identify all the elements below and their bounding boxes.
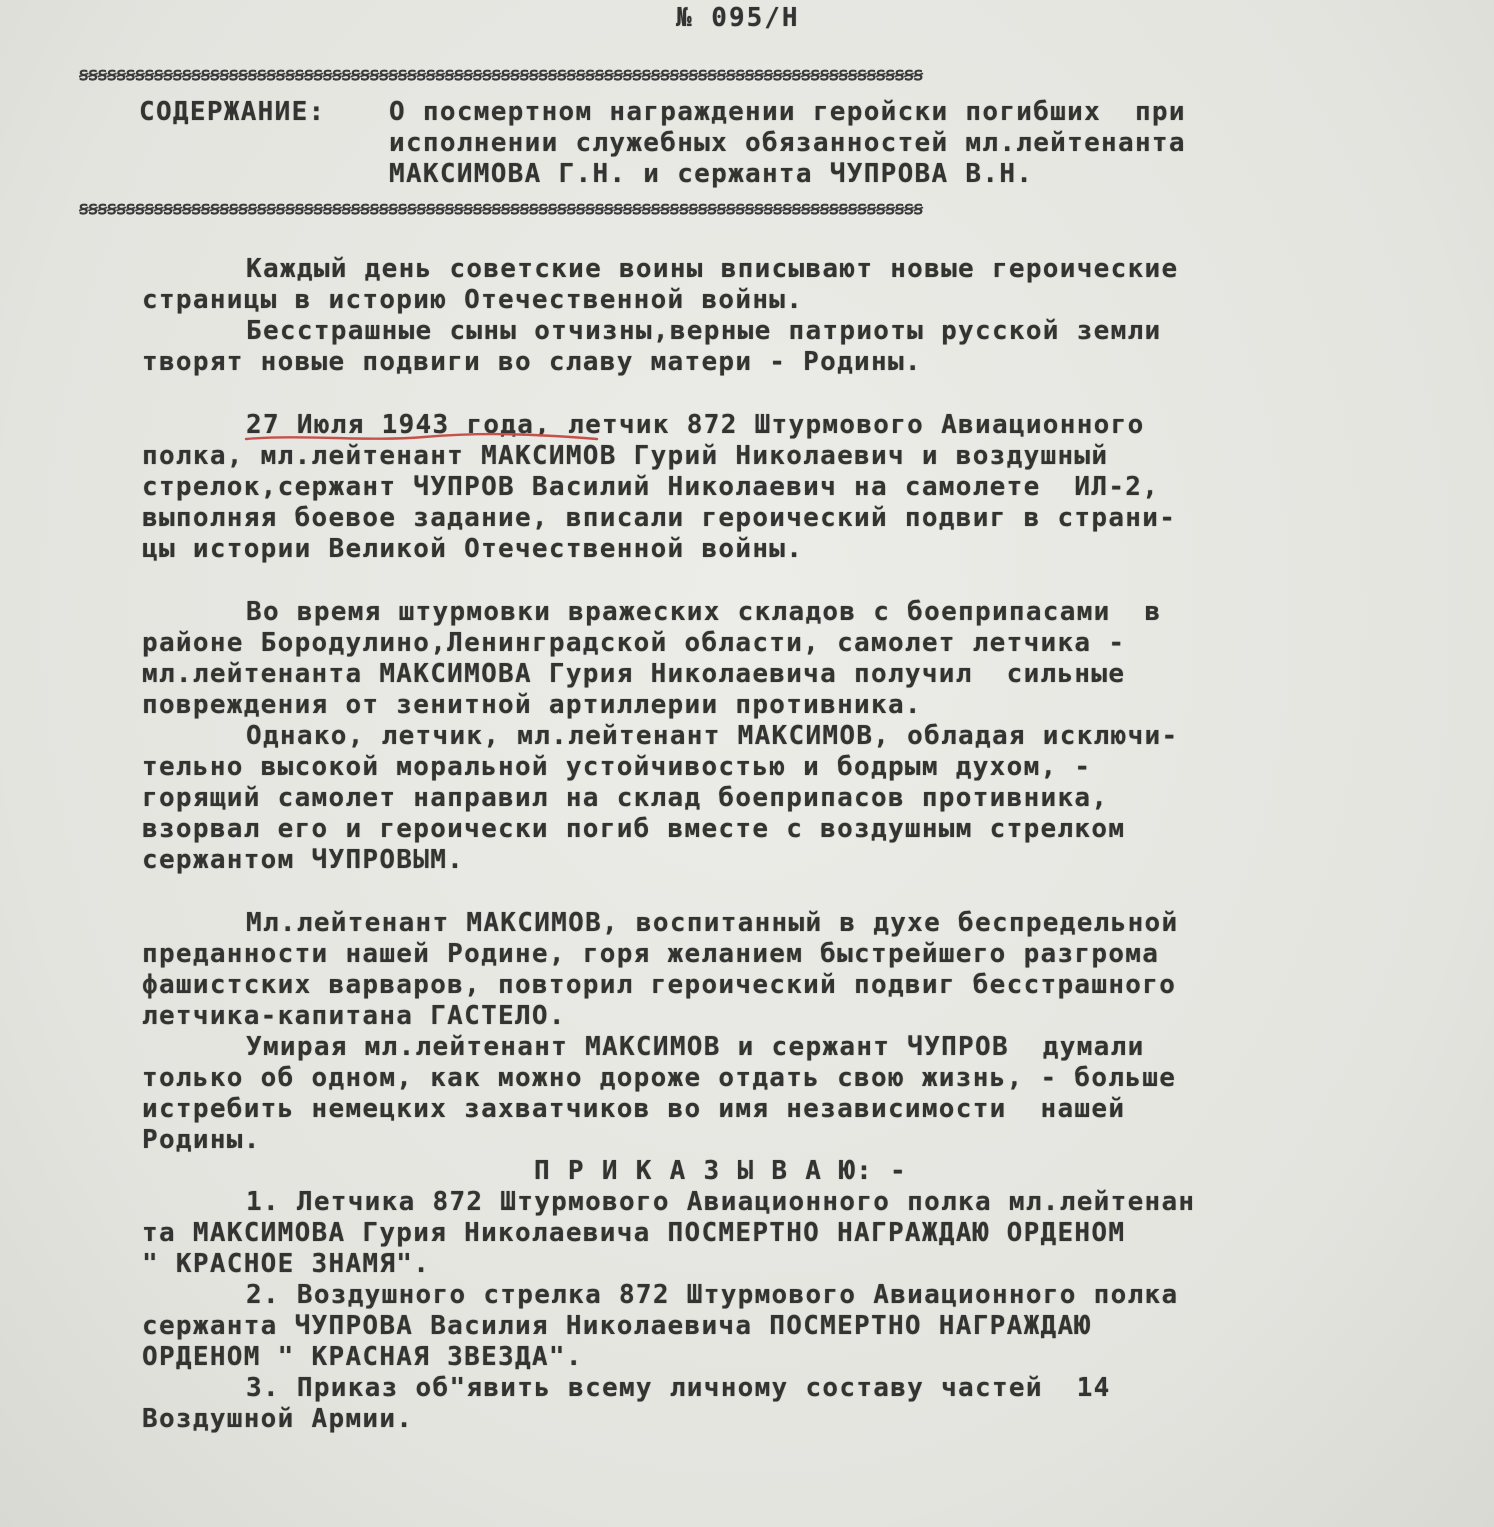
order-item: 3. Приказ об"явить всему личному составу частей 14 (246, 1373, 1111, 1403)
order-item: ОРДЕНОМ " КРАСНАЯ ЗВЕЗДА". (142, 1342, 583, 1372)
body-line: фашистских варваров, повторил героический подвиг бесстрашного (142, 970, 1177, 1000)
header-line-3: МАКСИМОВА Г.Н. и сержанта ЧУПРОВА В.Н. (389, 159, 1034, 189)
body-line: Бесстрашные сыны отчизны,верные патриоты русской земли (246, 316, 1162, 346)
body-line: Умирая мл.лейтенант МАКСИМОВ и сержант ЧУПРОВ думали (246, 1032, 1145, 1062)
body-line: взорвал его и героически погиб вместе с воздушным стрелком (142, 814, 1126, 844)
body-line: Однако, летчик, мл.лейтенант МАКСИМОВ, обладая исключи- (246, 721, 1179, 751)
body-line: полка, мл.лейтенант МАКСИМОВ Гурий Николаевич и воздушный (142, 441, 1109, 471)
body-line: мл.лейтенанта МАКСИМОВА Гурия Николаевича получил сильные (142, 659, 1126, 689)
body-line: летчика-капитана ГАСТЕЛО. (142, 1001, 566, 1031)
body-line: стрелок,сержант ЧУПРОВ Василий Николаевич на самолете ИЛ-2, (142, 472, 1160, 502)
body-line: Родины. (142, 1125, 261, 1155)
body-line: Мл.лейтенант МАКСИМОВ, воспитанный в духе беспредельной (246, 908, 1179, 938)
body-line: горящий самолет направил на склад боеприпасов противника, (142, 783, 1109, 813)
header-label: СОДЕРЖАНИЕ: (139, 97, 326, 127)
body-line: повреждения от зенитной артиллерии противника. (142, 690, 922, 720)
body-line: только об одном, как можно дороже отдать свою жизнь, - больше (142, 1063, 1177, 1093)
body-line: страницы в историю Отечественной войны. (142, 285, 804, 315)
order-item: 1. Летчика 872 Штурмового Авиационного полка мл.лейтенан (246, 1187, 1196, 1217)
order-item: " КРАСНОЕ ЗНАМЯ". (142, 1249, 431, 1279)
order-item: Воздушной Армии. (142, 1404, 414, 1434)
body-line: цы истории Великой Отечественной войны. (142, 534, 804, 564)
header-line-1: О посмертном награждении геройски погибших при (389, 97, 1186, 127)
order-heading: П Р И К А З Ы В А Ю: - (534, 1156, 907, 1186)
order-item: сержанта ЧУПРОВА Василия Николаевича ПОСМЕРТНО НАГРАЖДАЮ (142, 1311, 1092, 1341)
body-line: выполняя боевое задание, вписали героический подвиг в страни- (142, 503, 1177, 533)
document-number: № 095/Н (676, 3, 800, 33)
body-line: тельно высокой моральной устойчивостью и бодрым духом, - (142, 752, 1092, 782)
body-line: истребить немецких захватчиков во имя независимости нашей (142, 1094, 1126, 1124)
separator-top: ꞩꞩꞩꞩꞩꞩꞩꞩꞩꞩꞩꞩꞩꞩꞩꞩꞩꞩꞩꞩꞩꞩꞩꞩꞩꞩꞩꞩꞩꞩꞩꞩꞩꞩꞩꞩꞩꞩꞩꞩꞩꞩꞩꞩꞩꞩꞩꞩꞩꞩꞩꞩꞩꞩꞩꞩꞩꞩꞩꞩꞩꞩꞩꞩꞩꞩꞩꞩꞩꞩꞩꞩꞩꞩꞩꞩꞩꞩꞩꞩꞩꞩꞩꞩꞩꞩꞩꞩꞩꞩ (79, 68, 924, 82)
body-line: преданности нашей Родине, горя желанием быстрейшего разгрома (142, 939, 1160, 969)
header-line-2: исполнении служебных обязанностей мл.лейтенанта (389, 128, 1186, 158)
body-line: сержантом ЧУПРОВЫМ. (142, 845, 465, 875)
body-line: районе Бородулино,Ленинградской области, самолет летчика - (142, 628, 1126, 658)
separator-bottom: ꞩꞩꞩꞩꞩꞩꞩꞩꞩꞩꞩꞩꞩꞩꞩꞩꞩꞩꞩꞩꞩꞩꞩꞩꞩꞩꞩꞩꞩꞩꞩꞩꞩꞩꞩꞩꞩꞩꞩꞩꞩꞩꞩꞩꞩꞩꞩꞩꞩꞩꞩꞩꞩꞩꞩꞩꞩꞩꞩꞩꞩꞩꞩꞩꞩꞩꞩꞩꞩꞩꞩꞩꞩꞩꞩꞩꞩꞩꞩꞩꞩꞩꞩꞩꞩꞩꞩꞩꞩꞩ (79, 202, 924, 216)
order-item: 2. Воздушного стрелка 872 Штурмового Авиационного полка (246, 1280, 1179, 1310)
body-line: Во время штурмовки вражеских складов с боеприпасами в (246, 597, 1162, 627)
body-line: 27 Июля 1943 года, летчик 872 Штурмового Авиационного (246, 410, 1145, 440)
body-line: Каждый день советские воины вписывают новые героические (246, 254, 1179, 284)
body-line: творят новые подвиги во славу матери - Родины. (142, 347, 922, 377)
order-item: та МАКСИМОВА Гурия Николаевича ПОСМЕРТНО НАГРАЖДАЮ ОРДЕНОМ (142, 1218, 1126, 1248)
